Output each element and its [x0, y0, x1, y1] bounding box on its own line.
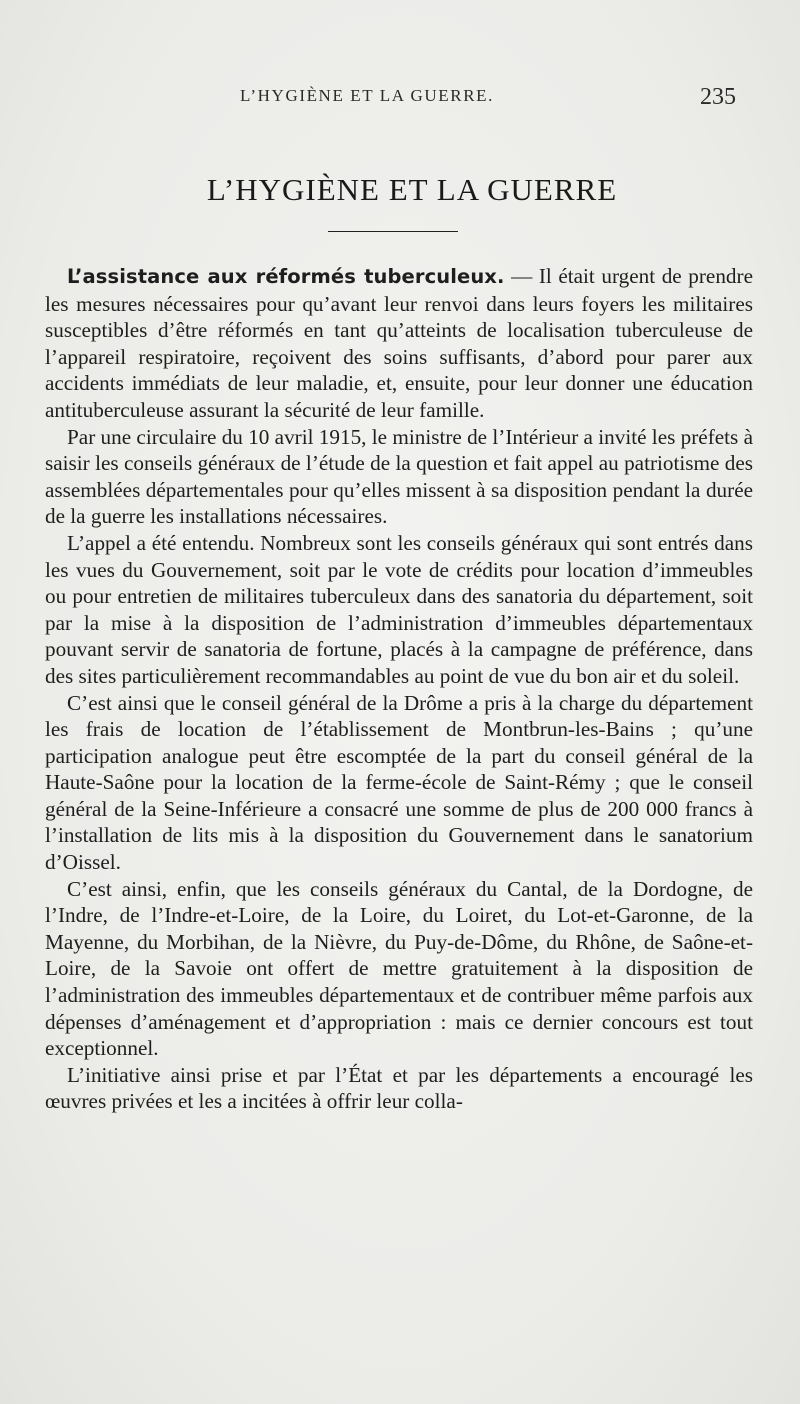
- running-head-title: L’HYGIÈNE ET LA GUERRE.: [240, 86, 495, 105]
- body-text: [45, 263, 753, 1115]
- running-head: [0, 86, 800, 112]
- paragraph-5: C’est ainsi, enfin, que les conseils généraux du Cantal, de la Dordogne, de l’Indre, de l’Indre-et-Loire, de la Loire, du Loiret, du Lot-et-Garonne, de la Mayenne, du Morbihan, de la Nièvre, du Puy-de-Dôme, du Rhône, de Saône-et-Loire, de la Savoie ont offert de mettre gratuitement à la disposition de l’administration des immeubles départementaux et de contribuer même parfois aux dépenses d’aménagement et d’appropriation : mais ce dernier concours est tout exceptionnel.: [45, 876, 753, 1061]
- paragraph-2: Par une circulaire du 10 avril 1915, le ministre de l’Intérieur a invité les préfets à saisir les conseils généraux de l’étude de la question et fait appel au patriotisme des assemblées départementales pour qu’elles missent à sa disposition pendant la durée de la guerre les installations nécessaires.: [45, 424, 753, 529]
- paragraph-6: L’initiative ainsi prise et par l’État et par les départements a encouragé les œuvres privées et les a incitées à offrir leur colla-: [45, 1062, 753, 1114]
- chapter-title: L’HYGIÈNE ET LA GUERRE: [206, 172, 618, 207]
- paragraph-3: L’appel a été entendu. Nombreux sont les conseils généraux qui sont entrés dans les vues du Gouvernement, soit par le vote de crédits pour location d’immeubles ou pour entretien de militaires tuberculeux dans des sanatoria du département, soit par la mise à la disposition de l’administration d’immeubles départementaux pouvant servir de sanatoria de fortune, placés à la campagne de préférence, dans des sites particulièrement recommandables au point de vue du bon air et du soleil.: [45, 530, 753, 688]
- page-number: 235: [700, 84, 736, 110]
- paragraph-1-text: — Il était urgent de prendre les mesures nécessaires pour qu’avant leur renvoi dans leurs foyers les militaires susceptibles d’être réformés en tant qu’atteints de localisation tuberculeuse de l’appareil respiratoire, reçoivent des soins suffisants, d’abord pour parer aux accidents immédiats de leur maladie, et, ensuite, pour leur donner une éducation antituberculeuse assurant la sécurité de leur famille.: [45, 264, 753, 422]
- paragraph-4: C’est ainsi que le conseil général de la Drôme a pris à la charge du département les frais de location de l’établissement de Montbrun-les-Bains ; qu’une participation analogue peut être escomptée de la part du conseil général de la Haute-Saône pour la location de la ferme-école de Saint-Rémy ; que le conseil général de la Seine-Inférieure a consacré une somme de plus de 200 000 francs à l’installation de lits mis à la disposition du Gouvernement dans le sanatorium d’Oissel.: [45, 690, 753, 875]
- section-heading: L’assistance aux réformés tuberculeux.: [67, 265, 505, 288]
- title-rule: [328, 231, 458, 232]
- paragraph-1: [45, 263, 753, 424]
